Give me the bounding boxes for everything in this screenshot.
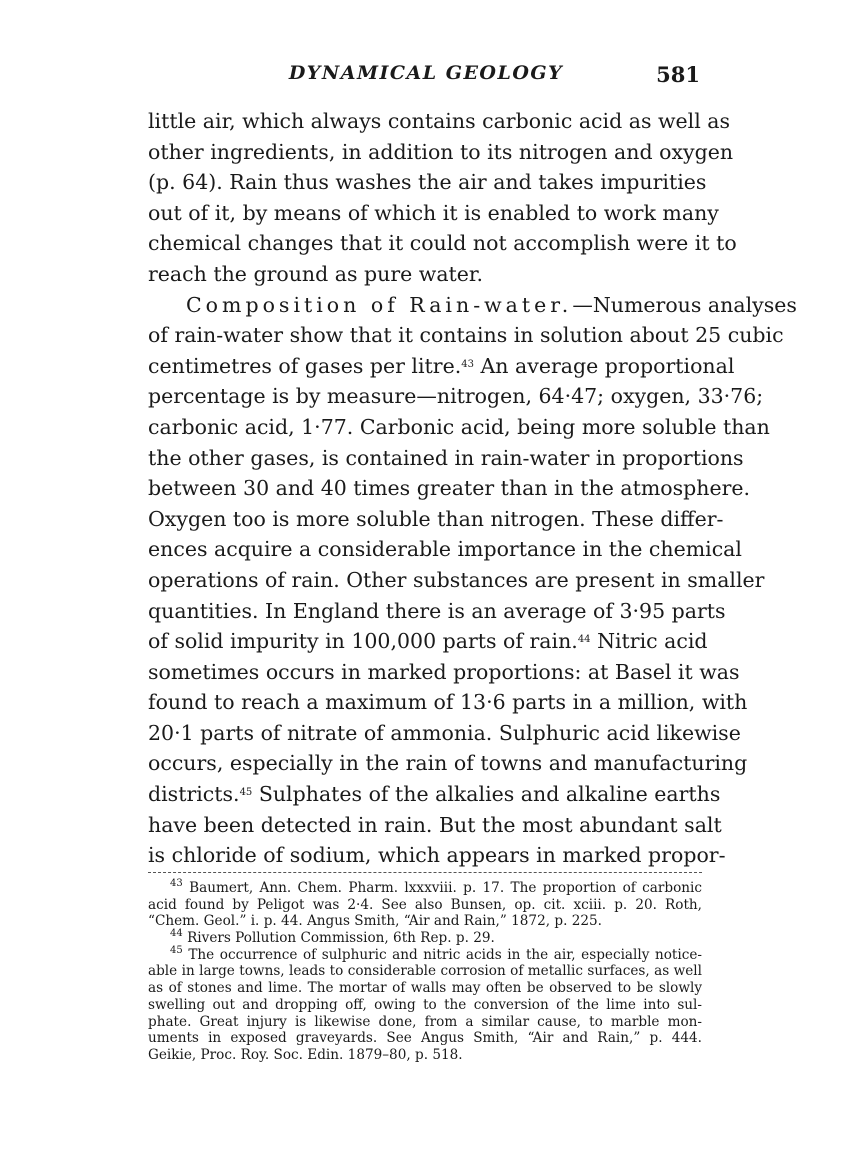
- footnote-line: able in large towns, leads to considerable corrosion of metallic surfaces, as well: [148, 963, 702, 980]
- text-line: chemical changes that it could not accomplish were it to: [148, 231, 737, 256]
- text-line: is chloride of sodium, which appears in marked propor-: [148, 843, 726, 868]
- footnotes: [148, 880, 702, 1064]
- text-line: between 30 and 40 times greater than in the atmosphere.: [148, 476, 751, 501]
- footnote-ref-43[interactable]: 43: [461, 358, 474, 370]
- text-line: little air, which always contains carbonic acid as well as: [148, 109, 731, 133]
- text-fragment: centimetres of gases per litre.: [148, 353, 462, 378]
- footnote-ref-45[interactable]: 45: [239, 787, 253, 799]
- body-text: [148, 106, 797, 871]
- page-number: 581: [656, 62, 700, 87]
- text-line: carbonic acid, 1·77. Carbonic acid, being more soluble than: [148, 414, 770, 439]
- footnote-divider: [148, 872, 702, 873]
- text-fragment: —Numerous analyses: [572, 292, 797, 317]
- text-line: of rain-water show that it contains in solution about 25 cubic: [148, 323, 784, 348]
- footnote-ref-44[interactable]: 44: [577, 634, 591, 646]
- footnote-44: [148, 930, 702, 947]
- text-fragment: districts.: [148, 782, 240, 807]
- footnote-mark: 44: [170, 928, 183, 940]
- text-line: [148, 351, 735, 382]
- text-line: percentage is by measure—nitrogen, 64·47; oxygen, 33·76;: [148, 384, 764, 409]
- text-line: found to reach a maximum of 13·6 parts in a million, with: [148, 690, 748, 715]
- text-line: reach the ground as pure water.: [148, 261, 483, 286]
- footnote-text: The occurrence of sulphuric and nitric acids in the air, especially notice-: [188, 946, 702, 963]
- running-head: [148, 62, 704, 92]
- text-line: Oxygen too is more soluble than nitrogen. These differ-: [148, 506, 724, 531]
- section-heading: Composition of Rain-water.: [186, 292, 573, 317]
- footnote-line: Geikie, Proc. Roy. Soc. Edin. 1879–80, p. 518.: [148, 1046, 463, 1063]
- text-line: [148, 626, 708, 657]
- text-fragment: Sulphates of the alkalies and alkaline earths: [252, 782, 721, 807]
- text-fragment: of solid impurity in 100,000 parts of rain.: [148, 629, 578, 654]
- text-line: the other gases, is contained in rain-water in proportions: [148, 445, 744, 470]
- text-line: other ingredients, in addition to its nitrogen and oxygen: [148, 139, 734, 164]
- text-line: ences acquire a considerable importance in the chemical: [148, 537, 742, 562]
- text-line: quantities. In England there is an average of 3·95 parts: [148, 598, 726, 623]
- footnote-mark: 45: [170, 944, 183, 956]
- footnote-45: [148, 944, 702, 964]
- text-line: out of it, by means of which it is enabled to work many: [148, 200, 719, 225]
- running-title: DYNAMICAL GEOLOGY: [288, 62, 564, 84]
- footnote-line: uments in exposed graveyards. See Angus Smith, “Air and Rain,” p. 444.: [148, 1030, 702, 1047]
- footnote-43: [148, 880, 702, 897]
- footnote-line: phate. Great injury is likewise done, from a similar cause, to marble mon-: [148, 1013, 702, 1030]
- text-line: occurs, especially in the rain of towns and manufacturing: [148, 751, 748, 776]
- text-line: [148, 290, 797, 321]
- text-line: (p. 64). Rain thus washes the air and takes impurities: [148, 170, 707, 195]
- text-line: [148, 779, 721, 810]
- footnote-line: acid found by Peligot was 2·4. See also Bunsen, op. cit. xciii. p. 20. Roth,: [148, 896, 702, 913]
- text-line: sometimes occurs in marked proportions: at Basel it was: [148, 659, 740, 684]
- text-fragment: An average proportional: [473, 353, 735, 378]
- text-fragment: Nitric acid: [590, 629, 708, 654]
- footnote-line: “Chem. Geol.” i. p. 44. Angus Smith, “Air and Rain,” 1872, p. 225.: [148, 913, 602, 930]
- text-line: have been detected in rain. But the most abundant salt: [148, 812, 722, 837]
- footnote-line: swelling out and dropping off, owing to the conversion of the lime into sul-: [148, 996, 702, 1013]
- text-line: 20·1 parts of nitrate of ammonia. Sulphuric acid likewise: [148, 720, 741, 745]
- footnote-line: as of stones and lime. The mortar of walls may often be observed to be slowly: [148, 980, 702, 997]
- text-line: operations of rain. Other substances are present in smaller: [148, 567, 765, 592]
- footnote-mark: 43: [170, 878, 183, 889]
- footnote-text: Rivers Pollution Commission, 6th Rep. p. 29.: [187, 930, 495, 947]
- footnote-text: Baumert, Ann. Chem. Pharm. lxxxviii. p. 17. The proportion of carbonic: [189, 880, 702, 896]
